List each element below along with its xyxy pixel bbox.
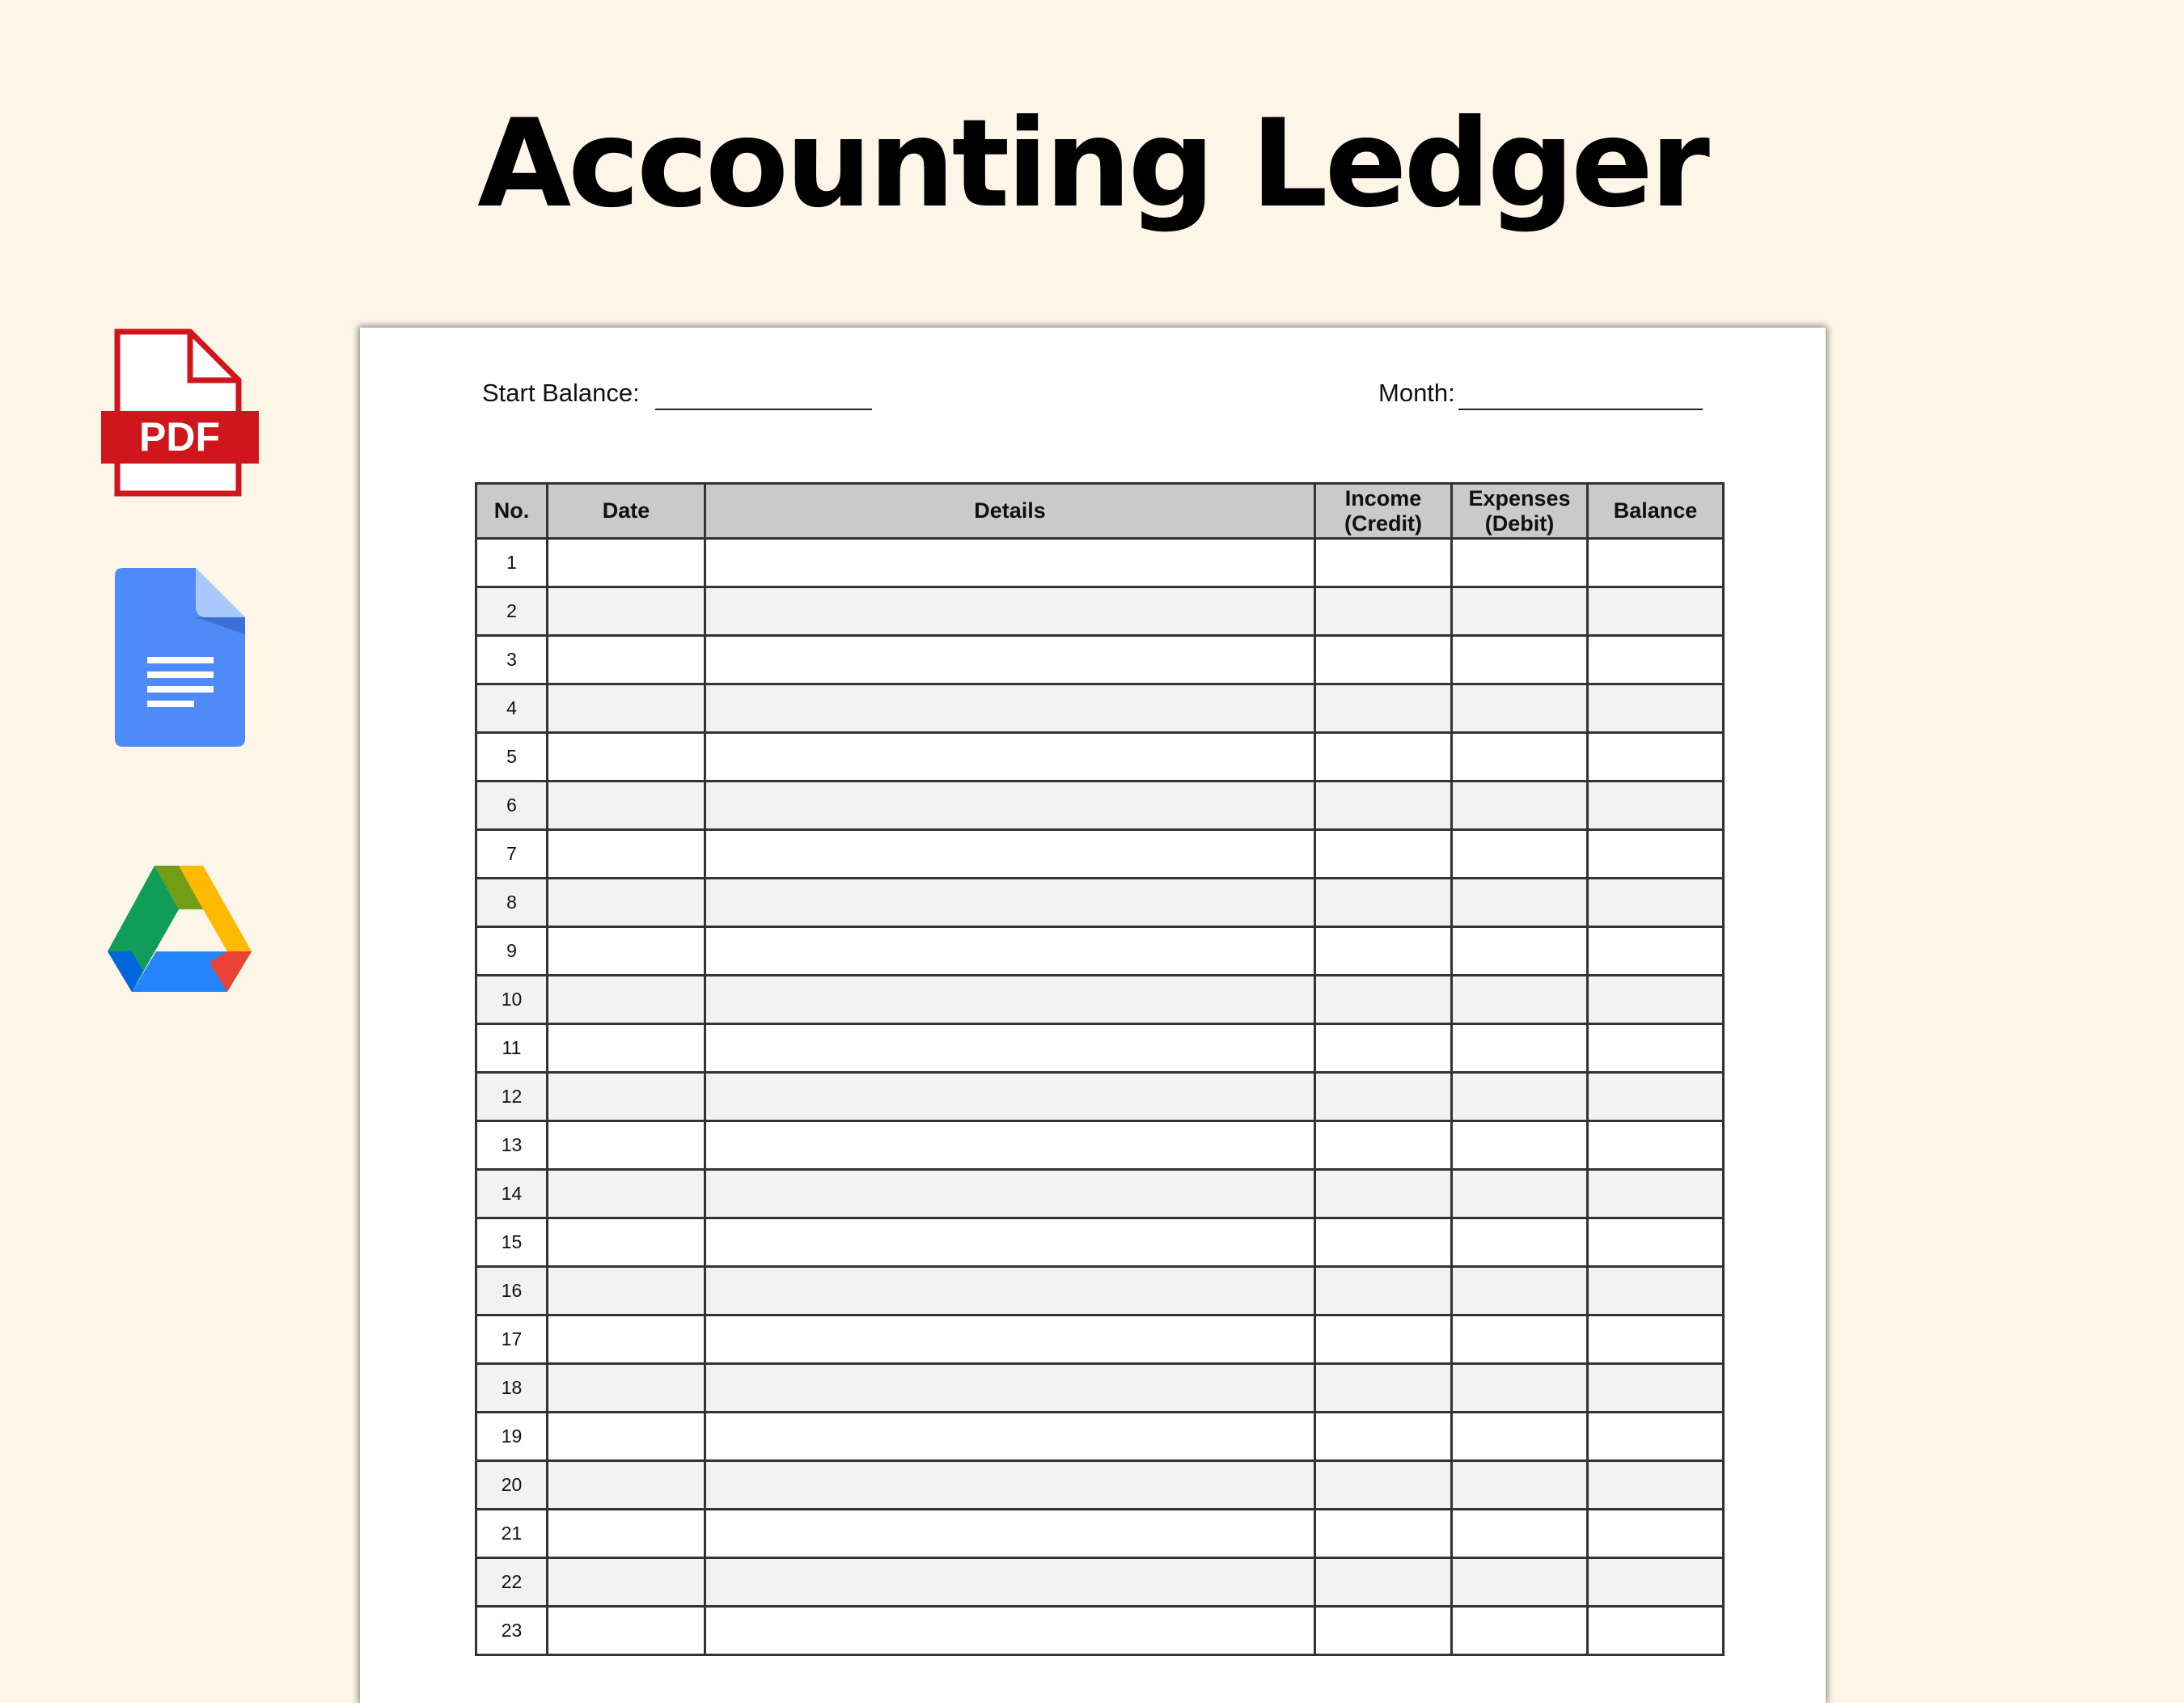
details-cell[interactable]	[705, 1170, 1315, 1218]
income-cell[interactable]	[1315, 539, 1452, 587]
details-cell[interactable]	[705, 1024, 1315, 1073]
income-cell[interactable]	[1315, 782, 1452, 830]
details-cell[interactable]	[705, 1218, 1315, 1267]
table-row	[476, 1267, 1724, 1315]
expenses-cell[interactable]	[1452, 782, 1588, 830]
date-cell[interactable]	[548, 1364, 705, 1413]
income-cell[interactable]	[1315, 1315, 1452, 1364]
col-header-income: Income (Credit)	[1315, 484, 1452, 539]
row-number: 4	[476, 684, 548, 733]
start-balance-label: Start Balance:	[482, 379, 640, 407]
balance-cell[interactable]	[1588, 587, 1724, 636]
date-cell[interactable]	[548, 1267, 705, 1315]
details-cell[interactable]	[705, 1364, 1315, 1413]
details-cell[interactable]	[705, 782, 1315, 830]
balance-cell[interactable]	[1588, 1413, 1724, 1461]
balance-cell[interactable]	[1588, 1121, 1724, 1170]
google-docs-icon	[113, 566, 247, 748]
start-balance-blank-line[interactable]	[655, 409, 872, 410]
balance-cell[interactable]	[1588, 733, 1724, 782]
row-number: 6	[476, 782, 548, 830]
income-cell[interactable]	[1315, 927, 1452, 976]
expenses-cell[interactable]	[1452, 539, 1588, 587]
details-cell[interactable]	[705, 976, 1315, 1024]
table-row	[476, 1315, 1724, 1364]
date-cell[interactable]	[548, 733, 705, 782]
col-header-details: Details	[705, 484, 1315, 539]
balance-cell[interactable]	[1588, 684, 1724, 733]
date-cell[interactable]	[548, 1461, 705, 1510]
date-cell[interactable]	[548, 1558, 705, 1607]
balance-cell[interactable]	[1588, 1267, 1724, 1315]
col-header-expenses: Expenses (Debit)	[1452, 484, 1588, 539]
expenses-cell[interactable]	[1452, 830, 1588, 879]
date-cell[interactable]	[548, 1218, 705, 1267]
balance-cell[interactable]	[1588, 1510, 1724, 1558]
income-cell[interactable]	[1315, 1218, 1452, 1267]
income-cell[interactable]	[1315, 636, 1452, 684]
income-cell[interactable]	[1315, 733, 1452, 782]
expenses-cell[interactable]	[1452, 1267, 1588, 1315]
details-cell[interactable]	[705, 1461, 1315, 1510]
date-cell[interactable]	[548, 1073, 705, 1121]
expenses-cell[interactable]	[1452, 927, 1588, 976]
table-row	[476, 1024, 1724, 1073]
row-number: 12	[476, 1073, 548, 1121]
expenses-cell[interactable]	[1452, 1073, 1588, 1121]
details-cell[interactable]	[705, 539, 1315, 587]
table-row	[476, 1170, 1724, 1218]
income-cell[interactable]	[1315, 1170, 1452, 1218]
row-number: 22	[476, 1558, 548, 1607]
income-cell[interactable]	[1315, 684, 1452, 733]
balance-cell[interactable]	[1588, 976, 1724, 1024]
details-cell[interactable]	[705, 1121, 1315, 1170]
col-header-no: No.	[476, 484, 548, 539]
expenses-cell[interactable]	[1452, 733, 1588, 782]
income-cell[interactable]	[1315, 1413, 1452, 1461]
date-cell[interactable]	[548, 879, 705, 927]
balance-cell[interactable]	[1588, 1170, 1724, 1218]
balance-cell[interactable]	[1588, 879, 1724, 927]
row-number: 10	[476, 976, 548, 1024]
pdf-file-icon	[97, 328, 263, 502]
table-row	[476, 927, 1724, 976]
row-number: 16	[476, 1267, 548, 1315]
pdf-icon-label: PDF	[139, 414, 220, 460]
month-blank-line[interactable]	[1458, 409, 1703, 410]
expenses-cell[interactable]	[1452, 1121, 1588, 1170]
expenses-cell[interactable]	[1452, 1461, 1588, 1510]
row-number: 17	[476, 1315, 548, 1364]
table-row	[476, 1558, 1724, 1607]
balance-cell[interactable]	[1588, 539, 1724, 587]
balance-cell[interactable]	[1588, 1024, 1724, 1073]
table-row	[476, 830, 1724, 879]
table-row	[476, 1461, 1724, 1510]
row-number: 14	[476, 1170, 548, 1218]
details-cell[interactable]	[705, 1558, 1315, 1607]
date-cell[interactable]	[548, 976, 705, 1024]
details-cell[interactable]	[705, 587, 1315, 636]
details-cell[interactable]	[705, 927, 1315, 976]
balance-cell[interactable]	[1588, 782, 1724, 830]
income-cell[interactable]	[1315, 879, 1452, 927]
table-row	[476, 1607, 1724, 1655]
expenses-cell[interactable]	[1452, 1218, 1588, 1267]
row-number: 8	[476, 879, 548, 927]
details-cell[interactable]	[705, 879, 1315, 927]
table-row	[476, 782, 1724, 830]
date-cell[interactable]	[548, 830, 705, 879]
date-cell[interactable]	[548, 1121, 705, 1170]
income-cell[interactable]	[1315, 1510, 1452, 1558]
expenses-cell[interactable]	[1452, 1558, 1588, 1607]
date-cell[interactable]	[548, 1315, 705, 1364]
expenses-cell[interactable]	[1452, 1607, 1588, 1655]
expenses-cell[interactable]	[1452, 587, 1588, 636]
expenses-cell[interactable]	[1452, 879, 1588, 927]
balance-cell[interactable]	[1588, 1073, 1724, 1121]
expenses-cell[interactable]	[1452, 1170, 1588, 1218]
balance-cell[interactable]	[1588, 1558, 1724, 1607]
ledger-table	[475, 482, 1725, 1656]
row-number: 19	[476, 1413, 548, 1461]
expenses-cell[interactable]	[1452, 1510, 1588, 1558]
details-cell[interactable]	[705, 636, 1315, 684]
expenses-cell[interactable]	[1452, 636, 1588, 684]
date-cell[interactable]	[548, 684, 705, 733]
date-cell[interactable]	[548, 539, 705, 587]
table-row	[476, 1073, 1724, 1121]
table-row	[476, 1218, 1724, 1267]
date-cell[interactable]	[548, 1510, 705, 1558]
table-row	[476, 879, 1724, 927]
row-number: 1	[476, 539, 548, 587]
expenses-cell[interactable]	[1452, 1364, 1588, 1413]
income-cell[interactable]	[1315, 1073, 1452, 1121]
income-cell[interactable]	[1315, 976, 1452, 1024]
date-cell[interactable]	[548, 587, 705, 636]
income-cell[interactable]	[1315, 587, 1452, 636]
balance-cell[interactable]	[1588, 1315, 1724, 1364]
details-cell[interactable]	[705, 1607, 1315, 1655]
income-cell[interactable]	[1315, 1121, 1452, 1170]
balance-cell[interactable]	[1588, 1364, 1724, 1413]
table-row	[476, 636, 1724, 684]
table-row	[476, 1510, 1724, 1558]
table-row	[476, 684, 1724, 733]
row-number: 11	[476, 1024, 548, 1073]
details-cell[interactable]	[705, 733, 1315, 782]
table-header-row	[476, 484, 1724, 539]
col-header-date: Date	[548, 484, 705, 539]
table-row	[476, 539, 1724, 587]
date-cell[interactable]	[548, 1024, 705, 1073]
expenses-cell[interactable]	[1452, 684, 1588, 733]
month-label: Month:	[1378, 379, 1455, 407]
details-cell[interactable]	[705, 1315, 1315, 1364]
google-drive-icon	[108, 864, 252, 993]
details-cell[interactable]	[705, 1413, 1315, 1461]
date-cell[interactable]	[548, 1607, 705, 1655]
date-cell[interactable]	[548, 636, 705, 684]
row-number: 9	[476, 927, 548, 976]
details-cell[interactable]	[705, 684, 1315, 733]
page-title: Accounting Ledger	[477, 94, 1707, 235]
details-cell[interactable]	[705, 1267, 1315, 1315]
row-number: 15	[476, 1218, 548, 1267]
row-number: 7	[476, 830, 548, 879]
balance-cell[interactable]	[1588, 1607, 1724, 1655]
balance-cell[interactable]	[1588, 1461, 1724, 1510]
table-row	[476, 587, 1724, 636]
table-row	[476, 1413, 1724, 1461]
income-cell[interactable]	[1315, 830, 1452, 879]
income-cell[interactable]	[1315, 1024, 1452, 1073]
expenses-cell[interactable]	[1452, 1413, 1588, 1461]
balance-cell[interactable]	[1588, 636, 1724, 684]
row-number: 13	[476, 1121, 548, 1170]
row-number: 21	[476, 1510, 548, 1558]
date-cell[interactable]	[548, 1413, 705, 1461]
income-cell[interactable]	[1315, 1607, 1452, 1655]
row-number: 2	[476, 587, 548, 636]
table-row	[476, 1121, 1724, 1170]
details-cell[interactable]	[705, 1510, 1315, 1558]
income-cell[interactable]	[1315, 1267, 1452, 1315]
expenses-cell[interactable]	[1452, 1315, 1588, 1364]
balance-cell[interactable]	[1588, 1218, 1724, 1267]
row-number: 23	[476, 1607, 548, 1655]
row-number: 18	[476, 1364, 548, 1413]
table-row	[476, 1364, 1724, 1413]
row-number: 20	[476, 1461, 548, 1510]
table-row	[476, 733, 1724, 782]
income-cell[interactable]	[1315, 1364, 1452, 1413]
details-cell[interactable]	[705, 830, 1315, 879]
date-cell[interactable]	[548, 1170, 705, 1218]
balance-cell[interactable]	[1588, 927, 1724, 976]
date-cell[interactable]	[548, 782, 705, 830]
expenses-cell[interactable]	[1452, 976, 1588, 1024]
expenses-cell[interactable]	[1452, 1024, 1588, 1073]
details-cell[interactable]	[705, 1073, 1315, 1121]
income-cell[interactable]	[1315, 1558, 1452, 1607]
col-header-balance: Balance	[1588, 484, 1724, 539]
table-row	[476, 976, 1724, 1024]
row-number: 5	[476, 733, 548, 782]
balance-cell[interactable]	[1588, 830, 1724, 879]
row-number: 3	[476, 636, 548, 684]
income-cell[interactable]	[1315, 1461, 1452, 1510]
date-cell[interactable]	[548, 927, 705, 976]
